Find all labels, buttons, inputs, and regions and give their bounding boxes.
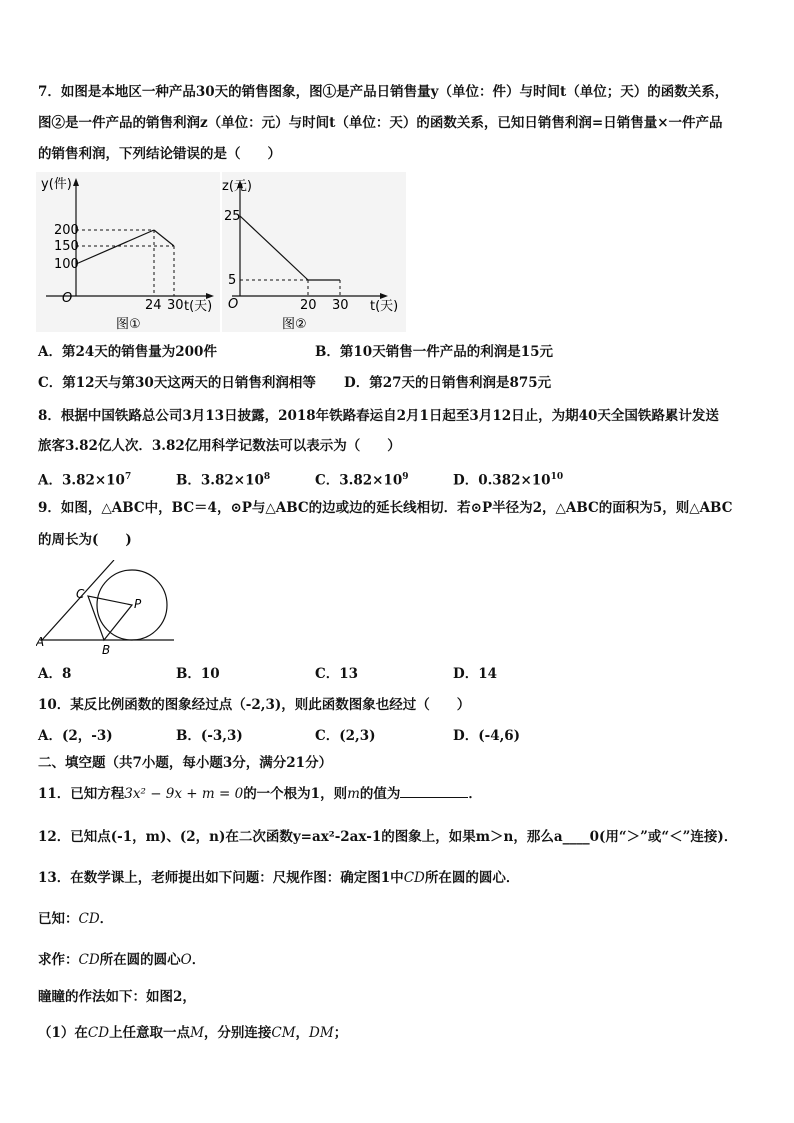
fig1-tick-30: 30 — [167, 298, 184, 313]
q13-find: 求作：CD所在圆的圆心O． — [38, 952, 206, 968]
q11-equation: 3x² − 9x + m = 0 — [124, 786, 244, 802]
q13-step1: （1）在CD上任意取一点M，分别连接CM，DM； — [38, 1025, 348, 1041]
q7-option-a: A．第24天的销售量为200件 — [38, 344, 217, 360]
q7-line2: 图②是一件产品的销售利润z（单位：元）与时间t（单位：天）的函数关系，已知日销售利润=日销售量×一件产品 — [38, 115, 723, 131]
q7-line1: 7．如图是本地区一种产品30天的销售图象，图①是产品日销售量y（单位：件）与时间t（单位；天）的函数关系， — [38, 84, 729, 100]
arc-cd: CD — [403, 870, 425, 886]
q8-option-c: C．$3.82\times 10^9$ — [315, 472, 409, 489]
q10-option-c: C．(2,3) — [315, 728, 376, 744]
q8-line1: 8．根据中国铁路总公司3月13日披露，2018年铁路春运自2月1日起至3月12日止，为期40天全国铁路累计发送 — [38, 408, 719, 424]
fig2-caption: 图② — [282, 317, 307, 332]
fig2-tick-30: 30 — [332, 298, 349, 313]
fig1-origin: O — [62, 291, 73, 306]
q11-answer-blank — [400, 785, 468, 798]
q11-line: 11．已知方程3x² − 9x + m = 0的一个根为1，则m的值为 ． — [38, 786, 482, 802]
q7-option-c: C．第12天与第30天这两天的日销售利润相等 — [38, 375, 316, 391]
q9-option-a: A．8 — [38, 666, 72, 682]
fig1-y-label: y(件) — [41, 177, 72, 192]
q9-option-c: C．13 — [315, 666, 359, 682]
fig1-tick-150: 150 — [54, 239, 79, 254]
q7-option-b: B．第10天销售一件产品的利润是15元 — [315, 344, 553, 360]
fig2-tick-25: 25 — [224, 209, 241, 224]
q13-method: 瞳瞳的作法如下：如图2， — [38, 989, 196, 1005]
q8-option-a: A．$3.82\times 10^7$ — [38, 472, 132, 489]
q10-line1: 10．某反比例函数的图象经过点（-2,3)，则此函数图象也经过（ ） — [38, 697, 471, 713]
fig2-x-label: t(天) — [370, 299, 399, 314]
q7-figure-1 — [36, 172, 220, 332]
q10-option-d: D．(-4,6) — [453, 728, 521, 744]
q7-figure-2 — [222, 172, 406, 332]
q8-option-b: B．$3.82\times 10^8$ — [176, 472, 271, 489]
q8-line2: 旅客3.82亿人次．3.82亿用科学记数法可以表示为（ ） — [38, 438, 401, 454]
fig1-tick-200: 200 — [54, 223, 79, 238]
fig1-tick-24: 24 — [145, 298, 162, 313]
q7-option-d: D．第27天的日销售利润是875元 — [344, 375, 552, 391]
q9-label-a: A — [36, 635, 45, 649]
q12-line: 12．已知点(-1，m)、(2，n)在二次函数y=ax²-2ax-1的图象上，如果m＞n，那么a____0(用“＞”或“＜”连接)． — [38, 829, 738, 845]
q9-label-c: C — [76, 587, 85, 601]
q13-line1: 13．在数学课上，老师提出如下问题：尺规作图：确定图1中CD所在圆的圆心． — [38, 870, 520, 886]
fig1-tick-100: 100 — [54, 257, 79, 272]
q7-line3: 的销售利润，下列结论错误的是（ ） — [38, 146, 281, 162]
fig1-caption: 图① — [116, 317, 141, 332]
q9-label-p: P — [134, 597, 142, 611]
q10-option-b: B．(-3,3) — [176, 728, 243, 744]
fig2-origin: O — [228, 297, 239, 312]
q9-figure — [36, 560, 176, 656]
q9-line1: 9．如图，△ABC中，BC＝4，⊙P与△ABC的边或边的延长线相切．若⊙P半径为2，△ABC的面积为5，则△ABC — [38, 500, 733, 516]
fig1-x-label: t(天) — [184, 299, 213, 314]
q9-option-d: D．14 — [453, 666, 497, 682]
q9-option-b: B．10 — [176, 666, 220, 682]
fig2-y-label: z(元) — [222, 179, 252, 194]
q9-label-b: B — [102, 643, 111, 656]
section-2-heading: 二、填空题（共7小题，每小题3分，满分21分） — [38, 755, 333, 771]
q9-line2: 的周长为( ) — [38, 532, 132, 548]
fig2-tick-20: 20 — [300, 298, 317, 313]
q8-option-d: D．$0.382\times 10^{10}$ — [453, 472, 564, 489]
fig2-tick-5: 5 — [228, 273, 237, 288]
q13-known: 已知：CD． — [38, 911, 114, 927]
q10-option-a: A．(2，-3) — [38, 728, 113, 744]
